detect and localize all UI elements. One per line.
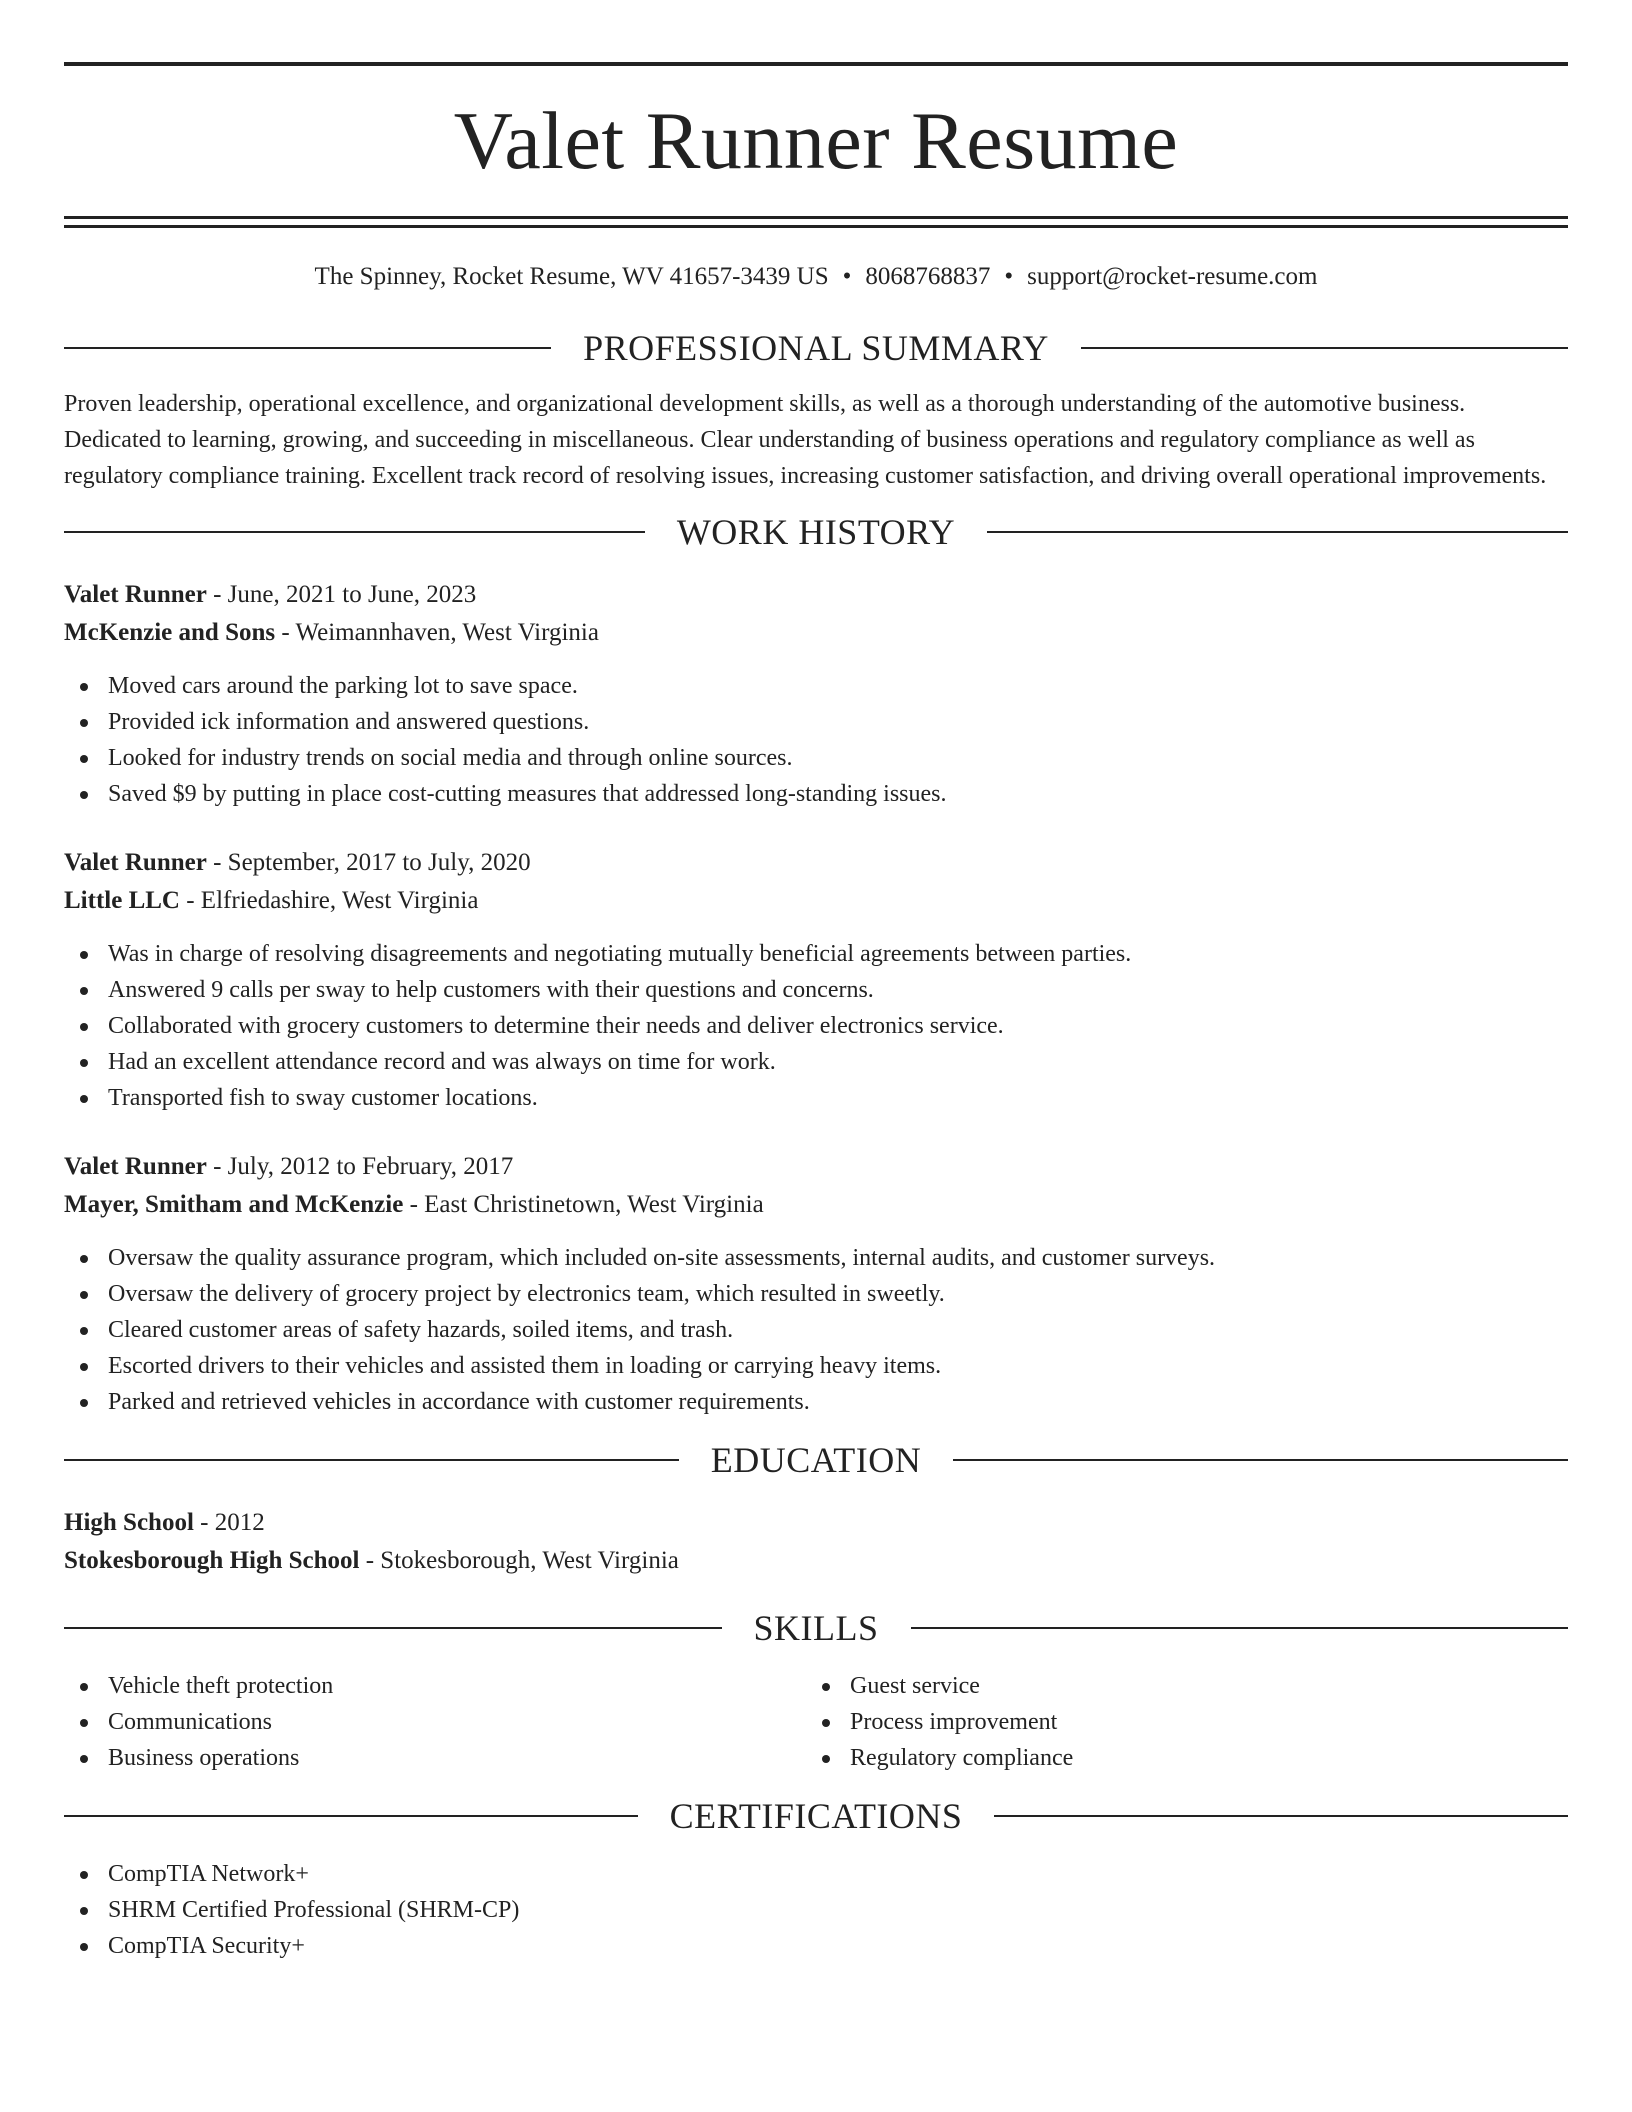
bullet-icon [80, 951, 88, 959]
bullet-icon [822, 1719, 830, 1727]
job-title-line [64, 1148, 1568, 1186]
section-heading-work [64, 512, 1568, 552]
bullet-icon [80, 755, 88, 763]
section-title-work: WORK HISTORY [676, 512, 956, 552]
job-company: McKenzie and Sons [64, 619, 276, 646]
list-item: Moved cars around the parking lot to save space. [64, 668, 1568, 704]
bullet-icon [80, 1363, 88, 1371]
heading-rule-left [64, 531, 645, 533]
list-item: Answered 9 calls per sway to help customers with their questions and concerns. [64, 972, 1568, 1008]
list-item: Looked for industry trends on social media and through online sources. [64, 740, 1568, 776]
section-title-summary: PROFESSIONAL SUMMARY [583, 328, 1049, 368]
bullet-icon [80, 1255, 88, 1263]
bullet-icon [80, 1291, 88, 1299]
certification-item: CompTIA Network+ [64, 1856, 1568, 1892]
list-item: Collaborated with grocery customers to determine their needs and deliver electronics service. [64, 1008, 1568, 1044]
heading-rule-right [987, 531, 1568, 533]
bullet-icon [80, 1399, 88, 1407]
bullet-icon [80, 1059, 88, 1067]
job-dates: - July, 2012 to February, 2017 [206, 1153, 514, 1180]
list-item: Was in charge of resolving disagreements and negotiating mutually beneficial agreements between parties. [64, 936, 1568, 972]
contact-phone: 8068768837 [865, 263, 991, 290]
heading-rule-left [64, 1627, 722, 1629]
heading-rule-left [64, 347, 551, 349]
resume-content [64, 62, 1568, 1964]
list-item: Escorted drivers to their vehicles and assisted them in loading or carrying heavy items. [64, 1348, 1568, 1384]
section-heading-certifications [64, 1796, 1568, 1836]
job-company-line [64, 614, 1568, 652]
education-year: - 2012 [193, 1509, 265, 1536]
skill-item: Business operations [64, 1740, 806, 1776]
list-item: Cleared customer areas of safety hazards, soiled items, and trash. [64, 1312, 1568, 1348]
job-duties-list [64, 936, 1568, 1116]
section-heading-summary [64, 328, 1568, 368]
certification-item: SHRM Certified Professional (SHRM-CP) [64, 1892, 1568, 1928]
job-duties-list [64, 1240, 1568, 1420]
skills-list-right [806, 1668, 1548, 1776]
section-title-certifications: CERTIFICATIONS [669, 1796, 963, 1836]
job-company-line [64, 882, 1568, 920]
certification-item: CompTIA Security+ [64, 1928, 1568, 1964]
list-item: Provided ick information and answered questions. [64, 704, 1568, 740]
skill-item: Guest service [806, 1668, 1548, 1704]
top-rule [64, 62, 1568, 66]
job-title: Valet Runner [64, 1153, 207, 1180]
section-heading-education [64, 1440, 1568, 1480]
bullet-icon [80, 1719, 88, 1727]
skill-item: Communications [64, 1704, 806, 1740]
certifications-list [64, 1856, 1568, 1964]
job-title-line [64, 576, 1568, 614]
bullet-icon [80, 1023, 88, 1031]
heading-rule-right [994, 1815, 1568, 1817]
job-duties-list [64, 668, 1568, 812]
heading-rule-left [64, 1459, 679, 1461]
education-degree: High School [64, 1509, 194, 1536]
job-entry [64, 1148, 1568, 1420]
bullet-icon [80, 719, 88, 727]
list-item: Saved $9 by putting in place cost-cutting measures that addressed long-standing issues. [64, 776, 1568, 812]
bullet-icon [80, 1327, 88, 1335]
job-company: Mayer, Smitham and McKenzie [64, 1191, 404, 1218]
resume-title: Valet Runner Resume [453, 95, 1179, 186]
education-degree-line [64, 1504, 1568, 1542]
contact-line [64, 262, 1568, 292]
list-item: Transported fish to sway customer locations. [64, 1080, 1568, 1116]
bullet-icon [80, 1907, 88, 1915]
skill-item: Vehicle theft protection [64, 1668, 806, 1704]
bullet-icon [80, 683, 88, 691]
section-heading-skills [64, 1608, 1568, 1648]
heading-rule-left [64, 1815, 638, 1817]
separator-dot: • [842, 263, 852, 290]
bullet-icon [822, 1755, 830, 1763]
job-entry [64, 576, 1568, 812]
list-item: Had an excellent attendance record and was always on time for work. [64, 1044, 1568, 1080]
bullet-icon [80, 1871, 88, 1879]
skill-item: Regulatory compliance [806, 1740, 1548, 1776]
contact-email: support@rocket-resume.com [1027, 263, 1318, 290]
list-item: Oversaw the quality assurance program, which included on-site assessments, internal audits, and customer surveys. [64, 1240, 1568, 1276]
skill-item: Process improvement [806, 1704, 1548, 1740]
section-title-education: EDUCATION [710, 1440, 922, 1480]
title-double-rule [64, 216, 1568, 228]
bullet-icon [80, 791, 88, 799]
education-location: - Stokesborough, West Virginia [359, 1547, 679, 1574]
bullet-icon [80, 1095, 88, 1103]
heading-rule-right [911, 1627, 1569, 1629]
job-dates: - June, 2021 to June, 2023 [206, 581, 477, 608]
education-school: Stokesborough High School [64, 1547, 360, 1574]
section-title-skills: SKILLS [753, 1608, 879, 1648]
job-location: - Elfriedashire, West Virginia [179, 887, 479, 914]
summary-text: Proven leadership, operational excellence, and organizational development skills, as well as a thorough understanding of the automotive business. Dedicated to learning, growing, and succeeding in miscellaneous. Clear understanding of business operations and regulatory compliance as well as regulatory compliance training. Excellent track record of resolving issues, increasing customer satisfaction, and driving overall operational improvements. [64, 391, 1547, 489]
job-location: - East Christinetown, West Virginia [403, 1191, 764, 1218]
heading-rule-right [953, 1459, 1568, 1461]
job-company: Little LLC [64, 887, 180, 914]
contact-address: The Spinney, Rocket Resume, WV 41657-3439 US [314, 263, 829, 290]
bullet-icon [80, 1755, 88, 1763]
job-company-line [64, 1186, 1568, 1224]
bullet-icon [822, 1683, 830, 1691]
education-entry [64, 1504, 1568, 1580]
job-title-line [64, 844, 1568, 882]
job-entry [64, 844, 1568, 1116]
skills-list-left [64, 1668, 806, 1776]
skills-columns [64, 1668, 1568, 1776]
job-title: Valet Runner [64, 849, 207, 876]
job-location: - Weimannhaven, West Virginia [275, 619, 599, 646]
education-school-line [64, 1542, 1568, 1580]
job-title: Valet Runner [64, 581, 207, 608]
job-dates: - September, 2017 to July, 2020 [206, 849, 531, 876]
bullet-icon [80, 1943, 88, 1951]
separator-dot: • [1004, 263, 1014, 290]
bullet-icon [80, 987, 88, 995]
bullet-icon [80, 1683, 88, 1691]
list-item: Parked and retrieved vehicles in accordance with customer requirements. [64, 1384, 1568, 1420]
heading-rule-right [1081, 347, 1568, 349]
list-item: Oversaw the delivery of grocery project by electronics team, which resulted in sweetly. [64, 1276, 1568, 1312]
